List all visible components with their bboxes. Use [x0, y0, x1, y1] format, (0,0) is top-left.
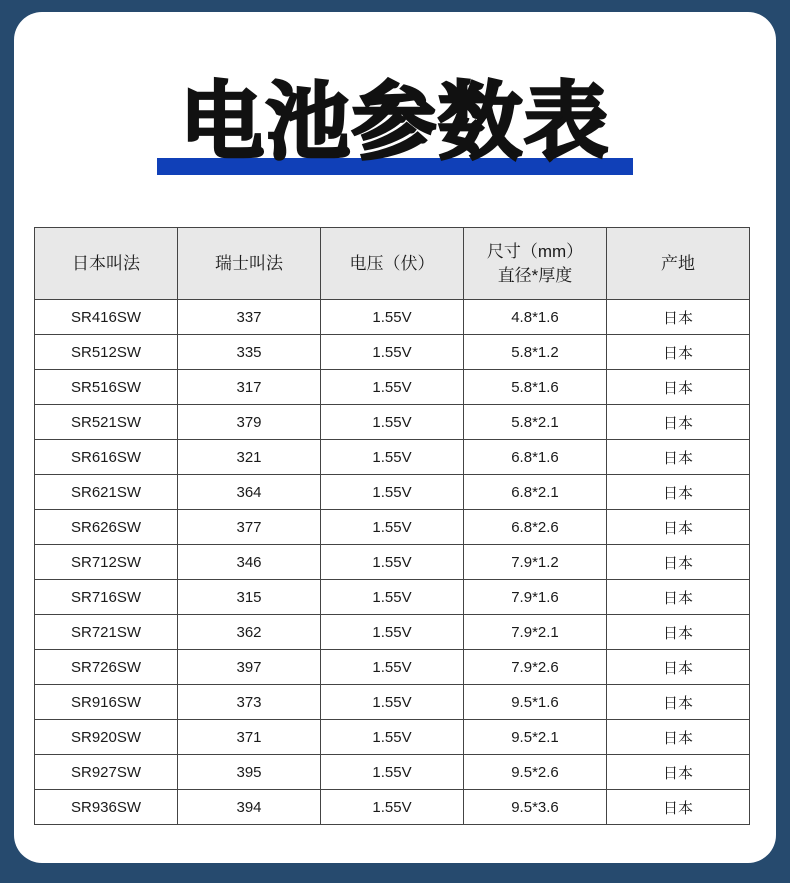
cell-swiss-name: 321	[178, 440, 321, 475]
cell-size: 9.5*2.1	[464, 720, 607, 755]
cell-voltage: 1.55V	[321, 650, 464, 685]
cell-size: 9.5*2.6	[464, 755, 607, 790]
cell-origin: 日本	[607, 440, 750, 475]
cell-swiss-name: 377	[178, 510, 321, 545]
cell-voltage: 1.55V	[321, 580, 464, 615]
cell-size: 9.5*1.6	[464, 685, 607, 720]
cell-japan-name: SR516SW	[35, 370, 178, 405]
battery-parameter-table	[34, 227, 750, 825]
title-block	[0, 72, 790, 182]
cell-japan-name: SR721SW	[35, 615, 178, 650]
cell-swiss-name: 317	[178, 370, 321, 405]
cell-origin: 日本	[607, 685, 750, 720]
page-title: 电池参数表	[179, 73, 610, 171]
cell-voltage: 1.55V	[321, 300, 464, 335]
cell-origin: 日本	[607, 615, 750, 650]
cell-swiss-name: 315	[178, 580, 321, 615]
cell-voltage: 1.55V	[321, 510, 464, 545]
cell-swiss-name: 371	[178, 720, 321, 755]
cell-size: 5.8*1.2	[464, 335, 607, 370]
cell-size: 6.8*2.6	[464, 510, 607, 545]
cell-origin: 日本	[607, 405, 750, 440]
cell-size: 7.9*2.6	[464, 650, 607, 685]
cell-voltage: 1.55V	[321, 440, 464, 475]
cell-origin: 日本	[607, 370, 750, 405]
header-size-label: 尺寸（mm）	[486, 241, 584, 261]
cell-swiss-name: 397	[178, 650, 321, 685]
cell-swiss-name: 373	[178, 685, 321, 720]
cell-size: 6.8*2.1	[464, 475, 607, 510]
cell-size: 9.5*3.6	[464, 790, 607, 825]
cell-japan-name: SR920SW	[35, 720, 178, 755]
table-row	[35, 300, 750, 335]
cell-voltage: 1.55V	[321, 405, 464, 440]
table-row	[35, 510, 750, 545]
header-size	[464, 228, 607, 300]
cell-swiss-name: 335	[178, 335, 321, 370]
cell-voltage: 1.55V	[321, 615, 464, 650]
cell-origin: 日本	[607, 475, 750, 510]
cell-swiss-name: 362	[178, 615, 321, 650]
table-row	[35, 475, 750, 510]
table-row	[35, 405, 750, 440]
cell-size: 4.8*1.6	[464, 300, 607, 335]
cell-voltage: 1.55V	[321, 720, 464, 755]
cell-size: 5.8*2.1	[464, 405, 607, 440]
cell-origin: 日本	[607, 335, 750, 370]
cell-voltage: 1.55V	[321, 790, 464, 825]
table-row	[35, 650, 750, 685]
cell-origin: 日本	[607, 720, 750, 755]
cell-swiss-name: 364	[178, 475, 321, 510]
cell-size: 7.9*2.1	[464, 615, 607, 650]
cell-voltage: 1.55V	[321, 545, 464, 580]
cell-swiss-name: 346	[178, 545, 321, 580]
cell-origin: 日本	[607, 580, 750, 615]
cell-japan-name: SR927SW	[35, 755, 178, 790]
header-origin: 产地	[607, 228, 750, 300]
cell-japan-name: SR512SW	[35, 335, 178, 370]
header-voltage: 电压（伏）	[321, 228, 464, 300]
cell-japan-name: SR626SW	[35, 510, 178, 545]
cell-japan-name: SR616SW	[35, 440, 178, 475]
cell-voltage: 1.55V	[321, 685, 464, 720]
cell-origin: 日本	[607, 755, 750, 790]
cell-origin: 日本	[607, 300, 750, 335]
table-row	[35, 580, 750, 615]
header-swiss-name: 瑞士叫法	[178, 228, 321, 300]
cell-japan-name: SR936SW	[35, 790, 178, 825]
cell-size: 5.8*1.6	[464, 370, 607, 405]
cell-swiss-name: 394	[178, 790, 321, 825]
cell-voltage: 1.55V	[321, 335, 464, 370]
table-row	[35, 615, 750, 650]
table-row	[35, 545, 750, 580]
header-japan-name: 日本叫法	[35, 228, 178, 300]
table-body	[35, 300, 750, 825]
cell-origin: 日本	[607, 545, 750, 580]
cell-swiss-name: 337	[178, 300, 321, 335]
cell-swiss-name: 379	[178, 405, 321, 440]
table-row	[35, 720, 750, 755]
table-row	[35, 335, 750, 370]
table-row	[35, 755, 750, 790]
table-row	[35, 370, 750, 405]
cell-japan-name: SR621SW	[35, 475, 178, 510]
table-row	[35, 440, 750, 475]
cell-japan-name: SR916SW	[35, 685, 178, 720]
cell-voltage: 1.55V	[321, 475, 464, 510]
cell-voltage: 1.55V	[321, 370, 464, 405]
cell-swiss-name: 395	[178, 755, 321, 790]
cell-size: 7.9*1.2	[464, 545, 607, 580]
cell-origin: 日本	[607, 650, 750, 685]
cell-origin: 日本	[607, 790, 750, 825]
cell-size: 7.9*1.6	[464, 580, 607, 615]
cell-voltage: 1.55V	[321, 755, 464, 790]
header-size-sublabel: 直径*厚度	[497, 265, 573, 285]
table-row	[35, 790, 750, 825]
cell-japan-name: SR716SW	[35, 580, 178, 615]
cell-japan-name: SR726SW	[35, 650, 178, 685]
cell-japan-name: SR521SW	[35, 405, 178, 440]
table-row	[35, 685, 750, 720]
cell-size: 6.8*1.6	[464, 440, 607, 475]
cell-origin: 日本	[607, 510, 750, 545]
cell-japan-name: SR416SW	[35, 300, 178, 335]
table-header-row	[35, 228, 750, 300]
cell-japan-name: SR712SW	[35, 545, 178, 580]
